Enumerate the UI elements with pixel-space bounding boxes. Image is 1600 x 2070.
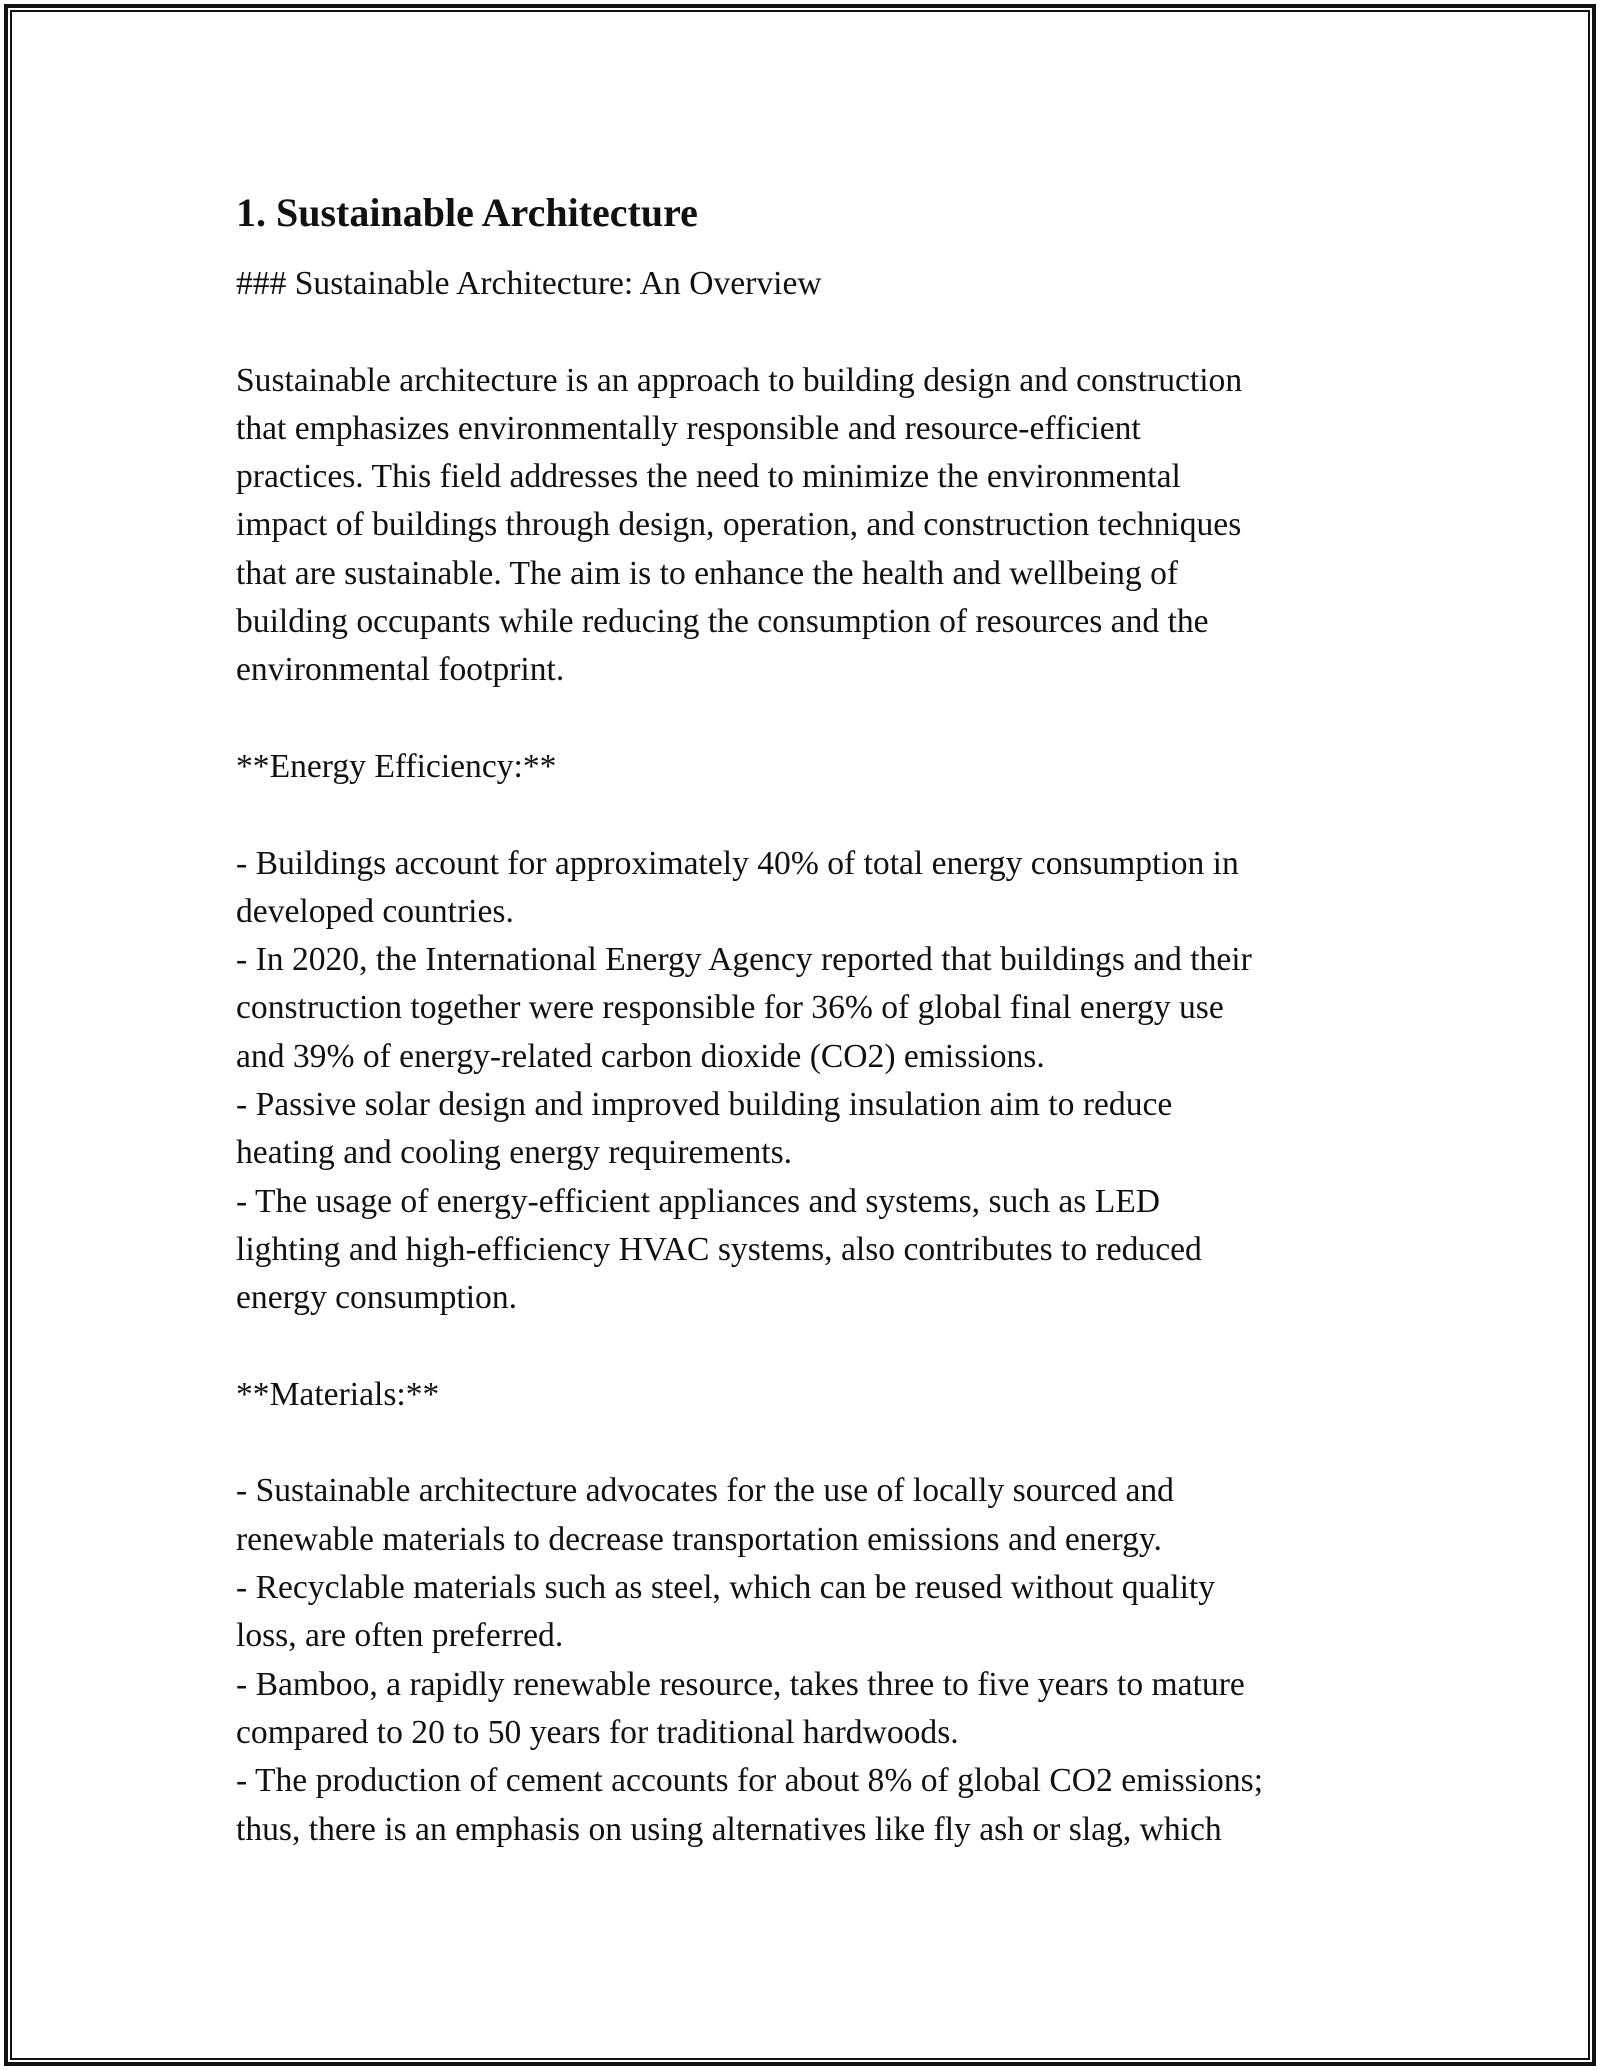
list-line: developed countries. bbox=[236, 892, 514, 930]
list-line: - Passive solar design and improved building insulation aim to reduce bbox=[236, 1086, 1173, 1124]
list-line: heating and cooling energy requirements. bbox=[236, 1134, 793, 1172]
intro-line: environmental footprint. bbox=[236, 651, 565, 689]
intro-line: building occupants while reducing the consumption of resources and the bbox=[236, 603, 1209, 641]
paragraph-gap bbox=[236, 695, 1372, 743]
energy-efficiency-heading: **Energy Efficiency:** bbox=[236, 747, 557, 785]
document-body bbox=[236, 186, 1372, 1854]
intro-line: practices. This field addresses the need to minimize the environmental bbox=[236, 458, 1181, 496]
subheading: ### Sustainable Architecture: An Overview bbox=[236, 265, 822, 302]
paragraph-gap bbox=[236, 791, 1372, 839]
list-line: - Sustainable architecture advocates for the use of locally sourced and bbox=[236, 1472, 1174, 1510]
list-line: renewable materials to decrease transportation emissions and energy. bbox=[236, 1520, 1162, 1558]
intro-line: Sustainable architecture is an approach to building design and construction bbox=[236, 361, 1243, 399]
list-line: - Recyclable materials such as steel, which can be reused without quality bbox=[236, 1569, 1216, 1607]
materials-list bbox=[236, 1467, 1372, 1853]
intro-line: that are sustainable. The aim is to enhance the health and wellbeing of bbox=[236, 554, 1179, 592]
list-line: - Bamboo, a rapidly renewable resource, takes three to five years to mature bbox=[236, 1665, 1245, 1703]
list-line: thus, there is an emphasis on using alternatives like fly ash or slag, which bbox=[236, 1810, 1222, 1848]
paragraph-gap bbox=[236, 1419, 1372, 1467]
paragraph-gap bbox=[236, 1323, 1372, 1371]
document-title: 1. Sustainable Architecture bbox=[236, 190, 698, 235]
list-line: energy consumption. bbox=[236, 1279, 518, 1317]
list-line: construction together were responsible for 36% of global final energy use bbox=[236, 989, 1224, 1027]
list-line: - In 2020, the International Energy Agency reported that buildings and their bbox=[236, 941, 1252, 979]
intro-line: impact of buildings through design, operation, and construction techniques bbox=[236, 506, 1242, 544]
intro-line: that emphasizes environmentally responsible and resource-efficient bbox=[236, 409, 1141, 447]
list-line: - The usage of energy-efficient appliances and systems, such as LED bbox=[236, 1182, 1161, 1220]
materials-heading: **Materials:** bbox=[236, 1375, 440, 1413]
list-line: and 39% of energy-related carbon dioxide (CO2) emissions. bbox=[236, 1037, 1045, 1075]
list-line: loss, are often preferred. bbox=[236, 1617, 564, 1655]
list-line: - Buildings account for approximately 40% of total energy consumption in bbox=[236, 844, 1239, 882]
list-line: lighting and high-efficiency HVAC systems, also contributes to reduced bbox=[236, 1230, 1202, 1268]
paragraph-gap bbox=[236, 308, 1372, 356]
list-line: compared to 20 to 50 years for traditional hardwoods. bbox=[236, 1713, 959, 1751]
energy-efficiency-list bbox=[236, 840, 1372, 1323]
intro-paragraph bbox=[236, 357, 1372, 695]
list-line: - The production of cement accounts for about 8% of global CO2 emissions; bbox=[236, 1762, 1264, 1800]
